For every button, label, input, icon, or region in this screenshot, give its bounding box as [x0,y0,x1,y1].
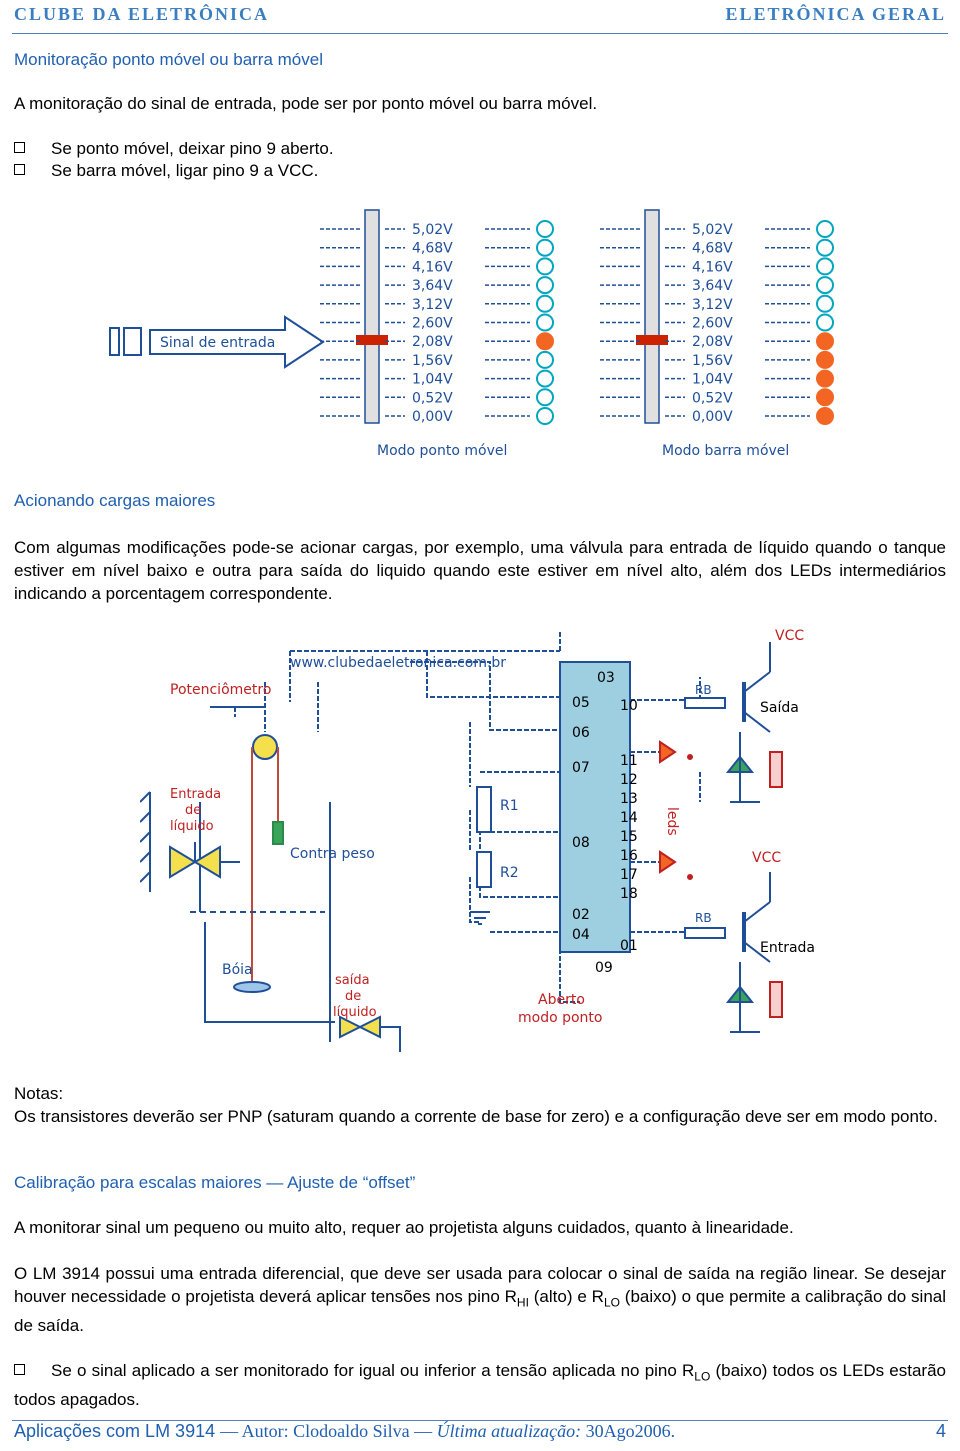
chip-pin: 15 [620,829,638,845]
open-mode-label-1: Aberto [538,992,585,1008]
chip-pin: 09 [595,960,613,976]
outlet-label-3: líquido [333,1005,377,1020]
led-indicator [537,258,553,274]
outlet-label-1: saída [335,973,370,988]
counterweight-label: Contra peso [290,846,375,862]
led-indicator [817,258,833,274]
vcc-label: VCC [775,628,805,644]
output-label: Saída [760,700,799,716]
header-left: CLUBE DA ELETRÔNICA [14,4,270,24]
voltage-label: 2,08V [412,334,453,351]
voltage-label: 3,64V [692,278,733,295]
tank-circuit-figure [140,622,820,1072]
chip-pin: 03 [597,670,615,686]
voltage-label: 1,56V [412,352,453,369]
led-indicator [817,315,833,331]
input-arrow [110,317,323,367]
chip-pin: 10 [620,698,638,714]
notes-text: Os transistores deverão ser PNP (saturam quando a corrente de base for zero) e a configuração deve ser em modo ponto. [14,1107,938,1126]
led-indicator [537,352,553,368]
notes-label: Notas: [14,1084,64,1103]
open-mode-label-2: modo ponto [518,1010,603,1026]
input-label: Sinal de entrada [160,335,276,351]
rb-label: RB [695,911,712,925]
bargraph-figure [100,205,840,465]
led-indicator [817,277,833,293]
voltage-label: 4,16V [692,259,733,276]
voltage-label: 5,02V [412,222,453,238]
footer-author: Autor: Clodoaldo Silva [241,1421,410,1441]
section3-p2: O LM 3914 possui uma entrada diferencial, que deve ser usada para colocar o sinal de saída na região linear. Se desejar houver necessidade o projetista deverá aplicar tensões nos pino $R_{HI}$ (alto) e $R_{LO}$ (baixo) o que permite a calibração do sinal de saída. [14,1264,947,1336]
chip-pin: 16 [620,848,638,864]
voltage-label: 0,00V [412,409,453,425]
r1-label: R1 [500,798,519,814]
caption-bar-mode: Modo barra móvel [662,443,790,459]
checkbox-bullet-icon [14,142,25,153]
section3-p1: A monitorar sinal um pequeno ou muito alto, requer ao projetista alguns cuidados, quanto à linearidade. [14,1218,794,1237]
header-divider [12,33,948,34]
led-indicator [817,296,833,312]
chip-pin: 05 [572,695,590,711]
chip-pin: 01 [620,938,638,954]
bullet-item: Se barra móvel, ligar pino 9 a VCC. [14,159,318,182]
led-indicator [817,352,833,368]
voltage-label: 1,04V [692,371,733,388]
potentiometer-label: Potenciômetro [170,682,272,698]
voltage-label: 2,08V [692,334,733,351]
page-number: 4 [935,1421,946,1441]
led-indicator [537,371,553,387]
led-indicator [537,221,553,237]
led-indicator [817,240,833,256]
chip-pin: 07 [572,760,590,776]
voltage-label: 4,68V [692,240,733,257]
footer-updated: Última atualização: [436,1421,582,1441]
chip-pin: 11 [620,753,638,769]
led-indicator [537,296,553,312]
voltage-label: 1,56V [692,352,733,369]
meter-bar-mode [600,210,833,425]
vcc-label: VCC [752,850,782,866]
section1-intro: A monitoração do sinal de entrada, pode ser por ponto móvel ou barra móvel. [14,94,598,113]
voltage-label: 1,04V [412,371,453,388]
chip-pin: 17 [620,867,638,883]
header-right: ELETRÔNICA GERAL [725,4,946,24]
chip-pin: 04 [572,927,590,943]
voltage-label: 4,68V [412,240,453,257]
led-indicator [817,221,833,237]
section2-title: Acionando cargas maiores [14,491,216,510]
input-transistor-label: Entrada [760,940,816,956]
inlet-label-3: líquido [170,819,214,834]
r2-label: R2 [500,865,519,881]
chip-pin: 18 [620,886,638,902]
voltage-label: 4,16V [412,259,453,276]
page-header [14,4,946,26]
inlet-label-2: de [185,803,202,818]
led-indicator [537,240,553,256]
voltage-label: 2,60V [692,315,733,332]
voltage-label: 3,64V [412,278,453,295]
chip-pin: 12 [620,772,638,788]
footer-title: Aplicações com LM 3914 [14,1421,216,1441]
section1-title: Monitoração ponto móvel ou barra móvel [14,50,323,69]
led-indicator [537,315,553,331]
checkbox-bullet-icon [14,1364,25,1375]
slider-marker [356,335,388,345]
bullet-item: Se ponto móvel, deixar pino 9 aberto. [14,137,334,160]
leds-label: leds [664,807,680,836]
voltage-label: 2,60V [412,315,453,332]
slider-marker [636,335,668,345]
bullet-item: Se o sinal aplicado a ser monitorado for igual ou inferior a tensão aplicada no pino $R_{LO}$ (baixo) todos os LEDs estarão todos apagados. [14,1361,946,1410]
voltage-label: 3,12V [412,296,453,313]
section2-paragraph: Com algumas modificações pode-se acionar cargas, por exemplo, uma válvula para entrada de líquido quando o tanque estiver em nível baixo e outra para saída do liquido quando este estiver em nível alto, além dos LEDs intermediários indicando a porcentagem correspondente. [14,538,946,603]
chip-pin: 02 [572,907,590,923]
led-indicator [817,333,833,349]
voltage-label: 5,02V [692,222,733,238]
footer-date: 30Ago2006. [585,1421,676,1441]
voltage-label: 0,00V [692,409,733,425]
led-indicator [817,389,833,405]
led-indicator [817,408,833,424]
chip-pin: 14 [620,810,638,826]
led-indicator [537,389,553,405]
website-url: www.clubedaeletronica.com.br [290,655,507,671]
section3-title: Calibração para escalas maiores — Ajuste de “offset” [14,1173,416,1192]
voltage-label: 0,52V [692,390,733,407]
page-footer: Aplicações com LM 3914 — Autor: Clodoaldo Silva — Última atualização: 30Ago2006. 4 [14,1421,946,1441]
voltage-label: 3,12V [692,296,733,313]
rb-label: RB [695,683,712,697]
voltage-label: 0,52V [412,390,453,407]
led-indicator [537,333,553,349]
chip-pin: 08 [572,835,590,851]
chip-pin: 13 [620,791,638,807]
caption-point-mode: Modo ponto móvel [377,443,508,459]
float-label: Bóia [222,962,253,978]
outlet-label-2: de [345,989,362,1004]
inlet-label-1: Entrada [170,787,222,802]
chip-pin: 06 [572,725,590,741]
led-indicator [537,408,553,424]
meter-point-mode [320,210,553,425]
led-indicator [817,371,833,387]
checkbox-bullet-icon [14,164,25,175]
led-indicator [537,277,553,293]
